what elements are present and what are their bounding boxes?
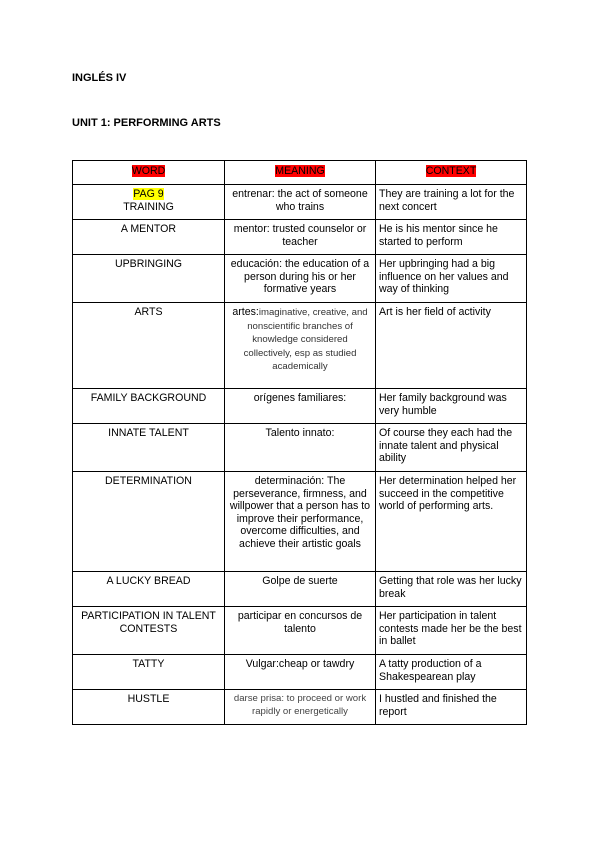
context-cell: Her upbringing had a big influence on her values and way of thinking [376, 255, 527, 303]
table-row [73, 572, 527, 607]
meaning-cell: Golpe de suerte [225, 572, 376, 607]
table-row [73, 389, 527, 424]
word-cell: A MENTOR [73, 220, 225, 255]
context-cell: Her participation in talent contests made her be the best in ballet [376, 607, 527, 655]
vocabulary-table [72, 160, 527, 725]
page-note: PAG 9 [133, 188, 164, 200]
context-cell: Art is her field of activity [376, 303, 527, 389]
word-cell: HUSTLE [73, 690, 225, 725]
context-cell: He is his mentor since he started to perform [376, 220, 527, 255]
header-word: WORD [73, 161, 225, 185]
meaning-cell: orígenes familiares: [225, 389, 376, 424]
header-context: CONTEXT [376, 161, 527, 185]
meaning-cell: Vulgar:cheap or tawdry [225, 655, 376, 690]
context-cell: A tatty production of a Shakespearean play [376, 655, 527, 690]
meaning-cell: determinación: The perseverance, firmness, and willpower that a person has to improve their performance, overcome difficulties, and achieve their artistic goals [225, 472, 376, 572]
table-row [73, 185, 527, 220]
meaning-cell: participar en concursos de talento [225, 607, 376, 655]
table-row [73, 472, 527, 572]
word-cell: TATTY [73, 655, 225, 690]
word-cell: FAMILY BACKGROUND [73, 389, 225, 424]
table-row [73, 690, 527, 725]
meaning-cell: darse prisa: to proceed or work rapidly or energetically [225, 690, 376, 725]
table-row [73, 607, 527, 655]
table-row [73, 303, 527, 389]
table-row [73, 220, 527, 255]
table-row [73, 655, 527, 690]
unit-title: UNIT 1: PERFORMING ARTS [72, 117, 221, 129]
context-cell: Of course they each had the innate talent and physical ability [376, 424, 527, 472]
context-cell: Her determination helped her succeed in the competitive world of performing arts. [376, 472, 527, 572]
word-cell: PARTICIPATION IN TALENT CONTESTS [73, 607, 225, 655]
meaning-cell: Talento innato: [225, 424, 376, 472]
context-cell: They are training a lot for the next concert [376, 185, 527, 220]
table-row [73, 255, 527, 303]
meaning-cell: artes:imaginative, creative, and nonscientific branches of knowledge considered collectively, esp as studied academically [225, 303, 376, 389]
word-cell: DETERMINATION [73, 472, 225, 572]
context-cell: I hustled and finished the report [376, 690, 527, 725]
word-cell: UPBRINGING [73, 255, 225, 303]
meaning-cell: educación: the education of a person during his or her formative years [225, 255, 376, 303]
word-cell: INNATE TALENT [73, 424, 225, 472]
word-cell: ARTS [73, 303, 225, 389]
header-meaning: MEANING [225, 161, 376, 185]
meaning-cell: entrenar: the act of someone who trains [225, 185, 376, 220]
word-cell: A LUCKY BREAD [73, 572, 225, 607]
context-cell: Getting that role was her lucky break [376, 572, 527, 607]
table-row [73, 424, 527, 472]
document-title: INGLÉS IV [72, 72, 127, 84]
context-cell: Her family background was very humble [376, 389, 527, 424]
meaning-cell: mentor: trusted counselor or teacher [225, 220, 376, 255]
word-cell: PAG 9 TRAINING [73, 185, 225, 220]
table-header-row [73, 161, 527, 185]
